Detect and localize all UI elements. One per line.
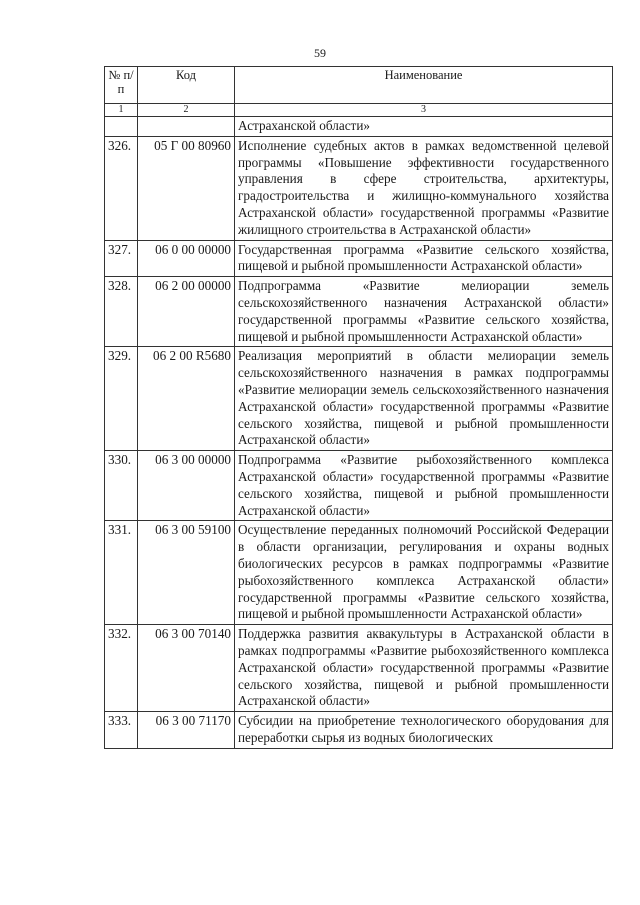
continuation-num-cell	[105, 117, 138, 137]
row-code: 06 3 00 70140	[138, 625, 235, 712]
row-code: 05 Г 00 80960	[138, 136, 235, 240]
row-code: 06 3 00 00000	[138, 451, 235, 521]
row-code: 06 2 00 R5680	[138, 347, 235, 451]
row-name: Реализация мероприятий в области мелиорации земель сельскохозяйственного назначения в рамках подпрограммы «Развитие мелиорации земель сельскохозяйственного назначения Астраханской области» государственной программы «Развитие сельского хозяйства, пищевой и рыбной промышленности Астраханской области»	[235, 347, 613, 451]
continuation-text: Астраханской области»	[235, 117, 613, 137]
table-row	[105, 347, 613, 451]
row-name: Осуществление переданных полномочий Российской Федерации в области организации, регулирования и охраны водных биологических ресурсов в рамках подпрограммы «Развитие рыбохозяйственного комплекса Астраханской области» государственной программы «Развитие сельского хозяйства, пищевой и рыбной промышленности Астраханской области»	[235, 521, 613, 625]
header-code: Код	[138, 67, 235, 104]
continuation-row	[105, 117, 613, 137]
header-num: № п/п	[105, 67, 138, 104]
row-number: 331.	[105, 521, 138, 625]
budget-classification-table	[104, 66, 613, 749]
column-index-row	[105, 104, 613, 117]
row-name: Подпрограмма «Развитие мелиорации земель сельскохозяйственного назначения Астраханской области» государственной программы «Развитие сельского хозяйства, пищевой и рыбной промышленности Астраханской области»	[235, 277, 613, 347]
continuation-code-cell	[138, 117, 235, 137]
header-name: Наименование	[235, 67, 613, 104]
row-number: 328.	[105, 277, 138, 347]
row-number: 333.	[105, 712, 138, 749]
row-name: Исполнение судебных актов в рамках ведомственной целевой программы «Повышение эффективности государственного управления в сфере строительства, архитектуры, градостроительства и жилищно-коммунального хозяйства Астраханской области» государственной программы «Развитие жилищного строительства в Астраханской области»	[235, 136, 613, 240]
row-name: Поддержка развития аквакультуры в Астраханской области в рамках подпрограммы «Развитие рыбохозяйственного комплекса Астраханской области» государственной программы «Развитие сельского хозяйства, пищевой и рыбной промышленности Астраханской области»	[235, 625, 613, 712]
row-code: 06 3 00 71170	[138, 712, 235, 749]
table-row	[105, 240, 613, 277]
row-code: 06 3 00 59100	[138, 521, 235, 625]
row-name: Подпрограмма «Развитие рыбохозяйственного комплекса Астраханской области» государственной программы «Развитие сельского хозяйства, пищевой и рыбной промышленности Астраханской области»	[235, 451, 613, 521]
row-number: 332.	[105, 625, 138, 712]
table-row	[105, 136, 613, 240]
row-code: 06 2 00 00000	[138, 277, 235, 347]
table-row	[105, 451, 613, 521]
row-name: Субсидии на приобретение технологического оборудования для переработки сырья из водных биологических	[235, 712, 613, 749]
page-number: 59	[314, 46, 326, 60]
table-row	[105, 521, 613, 625]
row-number: 327.	[105, 240, 138, 277]
column-index: 3	[235, 104, 613, 117]
row-number: 329.	[105, 347, 138, 451]
row-number: 326.	[105, 136, 138, 240]
table-header-row	[105, 67, 613, 104]
column-index: 2	[138, 104, 235, 117]
column-index: 1	[105, 104, 138, 117]
row-code: 06 0 00 00000	[138, 240, 235, 277]
row-number: 330.	[105, 451, 138, 521]
table-row	[105, 277, 613, 347]
table-row	[105, 712, 613, 749]
table-row	[105, 625, 613, 712]
row-name: Государственная программа «Развитие сельского хозяйства, пищевой и рыбной промышленности Астраханской области»	[235, 240, 613, 277]
